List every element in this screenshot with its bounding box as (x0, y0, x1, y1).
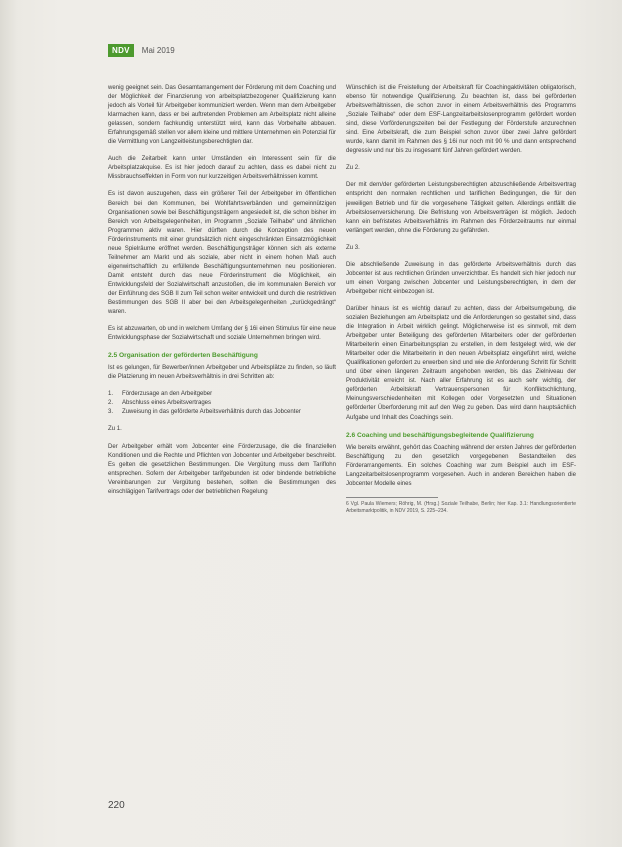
footnote-divider (346, 497, 438, 498)
list-item (108, 408, 336, 417)
footnote: 6 Vgl. Paula Wiemers; Röhrig, M. (Hrsg.) Soziale Teilhabe, Berlin; hier Kap. 3.1: Handlungsorientierte Arbeitsmarktpolitik, in NDV 2019, S. 225–234. (346, 500, 576, 514)
running-header (108, 43, 175, 57)
subheading: Zu 2. (346, 165, 360, 172)
paragraph: Auch die Zeitarbeit kann unter Umständen ein Interessent sein für die Arbeitsplatzakquise. Es ist hier jedoch darauf zu achten, dass es dabei nicht zu Missbrauchseffekten in Form von nur kurzzeitigen Arbeitsverhältnissen kommt. (108, 156, 336, 181)
paragraph: Wie bereits erwähnt, gehört das Coaching während der ersten Jahres der geförderten Beschäftigung zu den gesetzlich vorgegebenen Bestandteilen des Förderarrangements. Ein solches Coaching war zum Beispiel auch im ESF-Langzeitarbeitslosenprogramm vorgesehen. Auch in anderen Bereichen haben die Jobcenter Modelle eines (346, 444, 576, 487)
journal-badge: NDV (108, 44, 134, 57)
left-column (108, 84, 336, 505)
paragraph: Es ist abzuwarten, ob und in welchem Umfang der § 16i einen Stimulus für eine neue Entwicklungsphase der Sozialwirtschaft und soziale Unternehmen bringen wird. (108, 326, 336, 342)
right-column (346, 84, 576, 515)
list-number: 2. (108, 400, 114, 407)
paragraph: Ist es gelungen, für Bewerber/innen Arbeitgeber und Arbeitsplätze zu finden, so läuft die Platzierung im neuen Arbeitsverhältnis in drei Schritten ab: (108, 365, 336, 381)
paragraph: Wünschlich ist die Freistellung der Arbeitskraft für Coachingaktivitäten obligatorisch, ebenso für notwendige Qualifizierung. Zu beachten ist, dass bei geförderten Arbeitsverhältnissen, die schon zuvor in einem Arbeitsverhältnis des Programms „Soziale Teilhabe“ oder dem ESF-Langzeitarbeitslosenprogramm gefördert worden sind, diese Vorförderungszeiten bei der Festlegung der Förderstufe anzurechnen sind. Eine Arbeitskraft, die zum Beispiel schon zuvor über zwei Jahre gefördert wurde, kann damit im Rahmen des § 16i nur noch mit 90 % und dann entsprechend degressiv und nur bis zu insgesamt fünf Jahren gefördert werden. (346, 85, 576, 155)
list-number: 3. (108, 409, 114, 416)
list-text: Förderzusage an den Arbeitgeber (122, 391, 213, 398)
steps-list (108, 390, 336, 417)
issue-date: Mai 2019 (141, 45, 175, 55)
list-text: Zuweisung in das geförderte Arbeitsverhältnis durch das Jobcenter (122, 409, 301, 416)
subheading: Zu 3. (346, 244, 360, 251)
paragraph: Darüber hinaus ist es wichtig darauf zu achten, dass der Arbeitsumgebung, die sozialen Beziehungen am Arbeitsplatz und die Anforderungen so gestaltet sind, dass die Integration in Arbeit wirklich gelingt. Möglicherweise ist es sinnvoll, mit dem Arbeitgeber unter Beteiligung des geförderten Mitarbeiters oder der geförderten Mitarbeiterin einen Einarbeitungsplan zu erstellen, in dem festgelegt wird, wie der Mitarbeiter oder die Mitarbeiterin in den neuen Arbeitsplatz eingeführt wird, welche Qualifikationen gefordert zu erwerben sind und wie die Anforderung Schritt für Schritt und über einen längeren Zeitraum angehoben werden, bis das Zielniveau der Produktivität erreicht ist. Nach aller Erfahrung ist es auch sehr wichtig, der geförderten Arbeitskraft Vertrauenspersonen für Konfliktschlichtung, Meinungsverschiedenheiten mit Kollegen oder Vorgesetzten und Situationen geförderter Überforderung mit auf den Weg zu geben. Das wird dann hauptsächlich Aufgabe und Inhalt des Coachings sein. (346, 305, 576, 421)
section-heading: 2.5 Organisation der geförderten Beschäftigung (108, 352, 258, 360)
list-number: 1. (108, 391, 114, 398)
list-text: Abschluss eines Arbeitsvertrages (122, 400, 212, 407)
list-item (108, 399, 336, 408)
subheading: Zu 1. (108, 426, 122, 433)
section-heading: 2.6 Coaching und beschäftigungsbegleitende Qualifizierung (346, 431, 534, 439)
paragraph: Es ist davon auszugehen, dass ein größerer Teil der Arbeitgeber im öffentlichen Bereich bei den Kommunen, bei Wohlfahrtsverbänden und gemeinnützigen Organisationen sowie bei Beschäftigungsträgern angesiedelt ist, die schon bisher im Bereich von Arbeitsgelegenheiten, im Programm „Soziale Teilhabe“ und ähnlichen Programmen aktiv waren. Hier dürften durch die Konzeption des neuen Förderinstruments mit einer grundsätzlich nicht eingeschränkten Einsatzmöglichkeit neue Spielräume eröffnet werden. Beschäftigungsträger können sich als externe Teilnehmer am Markt und als soziale, aber nicht in einem hohen Maß auch eigenwirtschaftlich zu erfüllende Beschäftigungsunternehmen neu positionieren. Damit entsteht durch das neue Förderinstrument die Möglichkeit, ein Entwicklungsfeld der Sozialwirtschaft anzustoßen, die im kommunalen Bereich vor der Einführung des SGB II zum Teil schon weiter entwickelt und durch die restriktiven Bestimmungen des SGB II aber bei den Arbeitsgelegenheiten „zurückgedrängt“ waren. (108, 191, 336, 316)
paragraph: Der Arbeitgeber erhält vom Jobcenter eine Förderzusage, die die finanziellen Konditionen und die Rechte und Pflichten von Jobcenter und Arbeitgeber beschreibt. Es gelten die gesetzlichen Bestimmungen. Die Vergütung muss dem Tariflohn entsprechen. Sofern der Arbeitgeber tarifgebunden ist oder bindende betriebliche Vereinbarungen zur Vergütung bestehen, sollten die Bestimmungen des einschlägigen Tarifvertrags oder der betrieblichen Regelung (108, 443, 336, 495)
paragraph: Die abschließende Zuweisung in das geförderte Arbeitsverhältnis durch das Jobcenter ist aus rechtlichen Gründen unverzichtbar. Es handelt sich hier jedoch nur um einen Vorgang zwischen Jobcenter und Leistungsberechtigten, in dem der Arbeitgeber nicht einbezogen ist. (346, 261, 576, 295)
page-number: 220 (108, 800, 125, 811)
paragraph: Der mit dem/der geförderten Leistungsberechtigten abzuschließende Arbeitsvertrag entspricht den normalen rechtlichen und tariflichen Bedingungen, die für den jeweiligen Betrieb und für die vorgesehene Tätigkeit gelten. Allerdings entfällt die Arbeitslosenversicherung. Die Befristung von Arbeitsverträgen ist möglich. Jedoch kann ein befristetes Arbeitsverhältnis im Rahmen des Förderzeitraums nur einmal verlängert werden, ohne die Förderung zu gefährden. (346, 182, 576, 234)
list-item (108, 390, 336, 399)
paragraph: wenig geeignet sein. Das Gesamtarrangement der Förderung mit dem Coaching und der Möglichkeit der Finanzierung von arbeitsplatzbezogener Qualifizierung kann jedoch als Vorteil für Arbeitgeber kommuniziert werden. Wenn man dem Arbeitgeber klarmachen kann, dass er bei auftretenden Problemen am Arbeitsplatz nicht alleine gelassen, sondern fachkundig unterstützt wird, kann das Vorbehalte abbauen. Erfahrungsgemäß stellen vor allem kleine und mittlere Unternehmen ein Potenzial für die Vermittlung von Langzeitleistungsberechtigten dar. (108, 85, 336, 146)
